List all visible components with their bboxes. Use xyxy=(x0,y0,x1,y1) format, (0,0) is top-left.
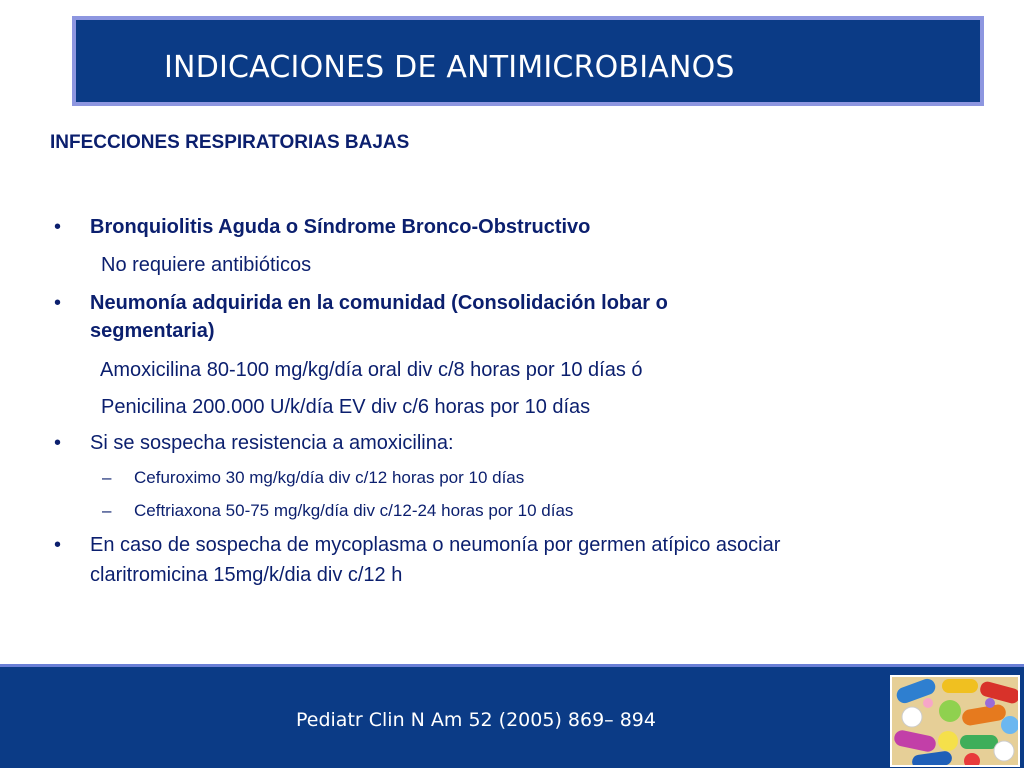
item4-line2: claritromicina 15mg/k/dia div c/12 h xyxy=(90,564,403,586)
item2-option2: Penicilina 200.000 U/k/día EV div c/6 horas por 10 días xyxy=(101,396,591,418)
dash-marker: – xyxy=(102,468,112,487)
bullet-marker: • xyxy=(54,292,62,314)
bullet-marker: • xyxy=(54,216,62,238)
footer-banner xyxy=(0,664,1024,768)
citation-text: Pediatr Clin N Am 52 (2005) 869– 894 xyxy=(296,709,656,731)
item3-text: Si se sospecha resistencia a amoxicilina: xyxy=(90,432,454,454)
bullet-marker: • xyxy=(54,432,62,454)
item2-heading-line2: segmentaria) xyxy=(90,320,215,342)
bullet-marker: • xyxy=(54,534,62,556)
item3-sub1: Cefuroximo 30 mg/kg/día div c/12 horas por 10 días xyxy=(134,468,525,487)
section-subtitle: INFECCIONES RESPIRATORIAS BAJAS xyxy=(50,132,410,153)
pills-illustration xyxy=(892,677,1020,767)
item2-option1: Amoxicilina 80-100 mg/kg/día oral div c/8 horas por 10 días ó xyxy=(100,359,643,381)
dash-marker: – xyxy=(102,501,112,520)
slide-title: INDICACIONES DE ANTIMICROBIANOS xyxy=(164,50,735,85)
item4-line1: En caso de sospecha de mycoplasma o neumonía por germen atípico asociar xyxy=(90,534,781,556)
title-banner xyxy=(72,16,984,106)
item1-heading: Bronquiolitis Aguda o Síndrome Bronco-Obstructivo xyxy=(90,216,591,238)
pills-image xyxy=(890,675,1020,767)
item1-note: No requiere antibióticos xyxy=(101,254,312,276)
item2-heading-line1: Neumonía adquirida en la comunidad (Consolidación lobar o xyxy=(90,292,668,314)
item3-sub2: Ceftriaxona 50-75 mg/kg/día div c/12-24 horas por 10 días xyxy=(134,501,574,520)
